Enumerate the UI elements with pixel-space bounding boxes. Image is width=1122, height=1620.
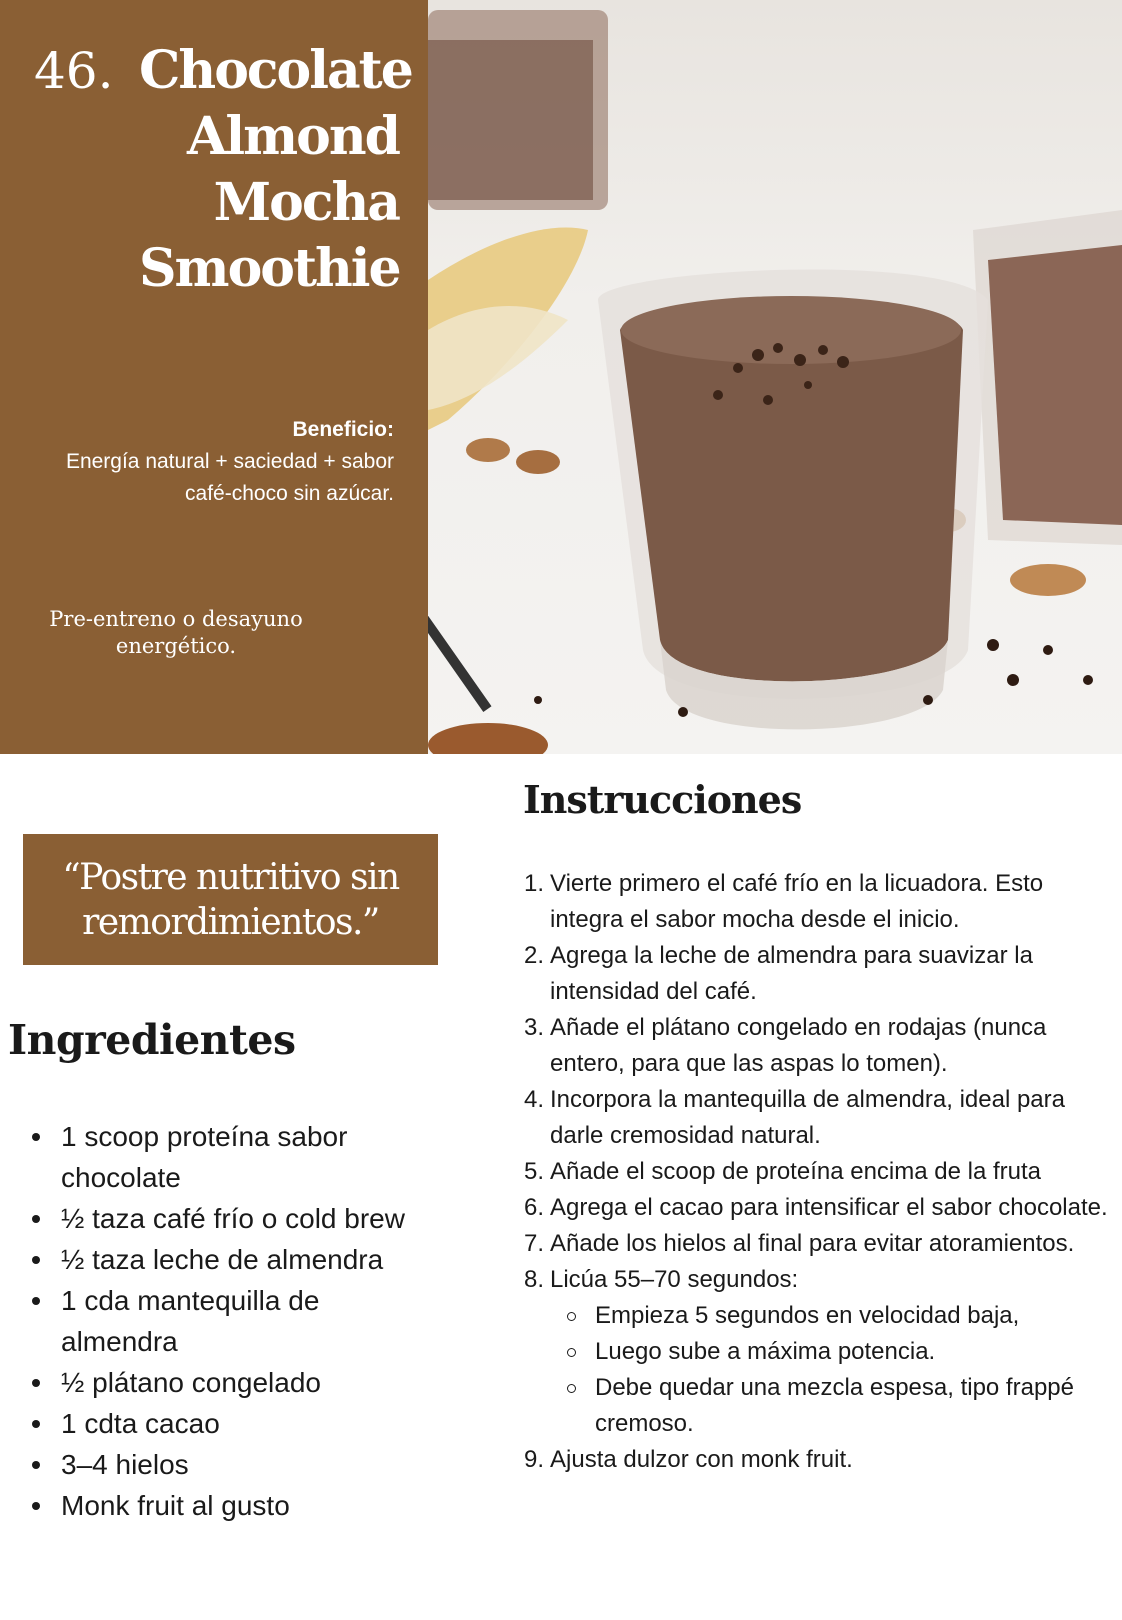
step-number: 7. bbox=[524, 1230, 545, 1257]
instructions-heading: Instrucciones bbox=[523, 777, 802, 822]
step-number: 8. bbox=[524, 1266, 545, 1293]
step-number: 9. bbox=[524, 1446, 545, 1473]
benefit-block bbox=[64, 414, 394, 510]
instruction-step bbox=[524, 1190, 1122, 1226]
step-number: 1. bbox=[524, 870, 545, 897]
title-line: Almond bbox=[187, 106, 399, 167]
step-text: Añade los hielos al final para evitar atoramientos. bbox=[550, 1230, 1075, 1257]
instruction-step bbox=[524, 1154, 1122, 1190]
instruction-step bbox=[524, 1082, 1122, 1154]
ingredients-list bbox=[26, 1116, 436, 1526]
sub-steps-list bbox=[550, 1298, 1122, 1442]
quote-box bbox=[23, 834, 438, 965]
step-number: 4. bbox=[524, 1086, 545, 1113]
step-number: 6. bbox=[524, 1194, 545, 1221]
step-text: Añade el plátano congelado en rodajas (nunca entero, para que las aspas lo tomen). bbox=[550, 1014, 1047, 1077]
ingredients-heading: Ingredientes bbox=[8, 1016, 296, 1064]
usage-note: Pre-entreno o desayuno energético. bbox=[49, 607, 303, 658]
step-text: Agrega la leche de almendra para suavizar la intensidad del café. bbox=[550, 942, 1033, 1005]
list-item: 1 cda mantequilla de almendra bbox=[26, 1280, 436, 1362]
benefit-label: Beneficio: bbox=[292, 418, 394, 441]
instruction-step bbox=[524, 1226, 1122, 1262]
instructions-list bbox=[524, 866, 1122, 1478]
step-text: Añade el scoop de proteína encima de la fruta bbox=[550, 1158, 1041, 1185]
sub-step: Empieza 5 segundos en velocidad baja, bbox=[550, 1298, 1122, 1334]
instruction-step bbox=[524, 1262, 1122, 1442]
list-item: ½ taza café frío o cold brew bbox=[26, 1198, 436, 1239]
list-item: 1 scoop proteína sabor chocolate bbox=[26, 1116, 436, 1198]
page-title bbox=[139, 38, 412, 302]
recipe-number: 46. bbox=[34, 42, 114, 100]
title-line: Mocha bbox=[213, 172, 399, 233]
title-line: Chocolate bbox=[139, 40, 412, 101]
step-number: 2. bbox=[524, 942, 545, 969]
list-item: Monk fruit al gusto bbox=[26, 1485, 436, 1526]
hero-panel bbox=[0, 0, 428, 754]
step-text: Ajusta dulzor con monk fruit. bbox=[550, 1446, 853, 1473]
smoothie-photo bbox=[428, 0, 1122, 754]
step-text: Licúa 55–70 segundos: bbox=[550, 1266, 799, 1293]
instruction-step bbox=[524, 866, 1122, 938]
instruction-step bbox=[524, 1010, 1122, 1082]
sub-step: Debe quedar una mezcla espesa, tipo frappé cremoso. bbox=[550, 1370, 1122, 1442]
list-item: 3–4 hielos bbox=[26, 1444, 436, 1485]
step-text: Incorpora la mantequilla de almendra, ideal para darle cremosidad natural. bbox=[550, 1086, 1065, 1149]
title-line: Smoothie bbox=[139, 238, 400, 299]
list-item: ½ plátano congelado bbox=[26, 1362, 436, 1403]
list-item: 1 cdta cacao bbox=[26, 1403, 436, 1444]
instruction-step bbox=[524, 938, 1122, 1010]
quote-text: “Postre nutritivo sin remordimientos.” bbox=[62, 856, 399, 943]
sub-step: Luego sube a máxima potencia. bbox=[550, 1334, 1122, 1370]
step-text: Agrega el cacao para intensificar el sabor chocolate. bbox=[550, 1194, 1108, 1221]
benefit-text: Energía natural + saciedad + sabor café-choco sin azúcar. bbox=[65, 450, 394, 505]
smoothie-illustration bbox=[428, 0, 1122, 754]
step-text: Vierte primero el café frío en la licuadora. Esto integra el sabor mocha desde el inicio. bbox=[550, 870, 1044, 933]
step-number: 3. bbox=[524, 1014, 545, 1041]
step-number: 5. bbox=[524, 1158, 545, 1185]
list-item: ½ taza leche de almendra bbox=[26, 1239, 436, 1280]
instruction-step bbox=[524, 1442, 1122, 1478]
